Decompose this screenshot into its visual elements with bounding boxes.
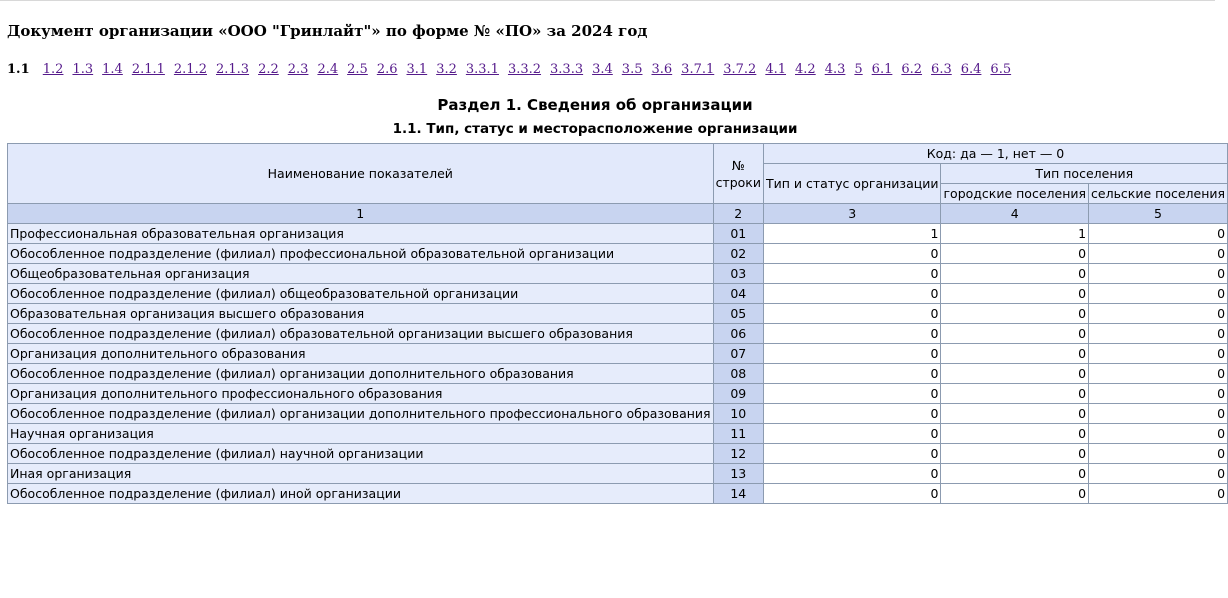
row-line-number: 14 [713,484,763,504]
table-row [8,444,1228,464]
nav-link-3-7-1[interactable]: 3.7.1 [681,62,715,77]
row-label: Обособленное подразделение (филиал) общеобразовательной организации [8,284,714,304]
row-line-number: 07 [713,344,763,364]
row-label: Научная организация [8,424,714,444]
cell-rural: 0 [1089,484,1228,504]
row-label: Иная организация [8,464,714,484]
header-indicator-name: Наименование показателей [8,144,714,204]
nav-link-4-1[interactable]: 4.1 [765,62,787,77]
row-line-number: 06 [713,324,763,344]
cell-rural: 0 [1089,444,1228,464]
cell-urban: 0 [941,404,1089,424]
cell-rural: 0 [1089,364,1228,384]
nav-link-1-4[interactable]: 1.4 [102,62,123,77]
nav-link-4-3[interactable]: 4.3 [824,62,846,77]
header-line-number: № строки [713,144,763,204]
nav-link-2-2[interactable]: 2.2 [258,62,279,77]
nav-link-3-2[interactable]: 3.2 [436,62,457,77]
table-row [8,484,1228,504]
nav-link-2-1-2[interactable]: 2.1.2 [173,62,207,77]
nav-link-3-3-2[interactable]: 3.3.2 [507,62,542,77]
cell-type-status: 0 [763,324,941,344]
table-row [8,324,1228,344]
cell-type-status: 1 [763,224,941,244]
cell-urban: 0 [941,344,1089,364]
row-label: Обособленное подразделение (филиал) организации дополнительного профессионального образования [8,404,714,424]
cell-type-status: 0 [763,244,941,264]
cell-urban: 0 [941,424,1089,444]
row-line-number: 03 [713,264,763,284]
row-line-number: 10 [713,404,763,424]
cell-type-status: 0 [763,384,941,404]
nav-link-4-2[interactable]: 4.2 [795,62,816,77]
data-table [7,143,1228,504]
nav-link-2-5[interactable]: 2.5 [347,62,368,77]
cell-urban: 0 [941,284,1089,304]
header-settlement-type: Тип поселения [941,164,1228,184]
row-label: Обособленное подразделение (филиал) образовательной организации высшего образования [8,324,714,344]
table-row [8,224,1228,244]
nav-link-3-3-1[interactable]: 3.3.1 [465,62,499,77]
cell-type-status: 0 [763,364,941,384]
table-row [8,464,1228,484]
cell-rural: 0 [1089,244,1228,264]
nav-link-6-3[interactable]: 6.3 [931,62,952,77]
column-number-5: 5 [1089,204,1228,224]
row-line-number: 09 [713,384,763,404]
row-line-number: 08 [713,364,763,384]
cell-type-status: 0 [763,424,941,444]
row-line-number: 13 [713,464,763,484]
cell-urban: 0 [941,384,1089,404]
cell-urban: 0 [941,324,1089,344]
cell-rural: 0 [1089,224,1228,244]
nav-link-1-3[interactable]: 1.3 [72,62,94,77]
nav-link-3-5[interactable]: 3.5 [621,62,643,77]
cell-rural: 0 [1089,324,1228,344]
cell-urban: 0 [941,364,1089,384]
nav-link-2-1-1[interactable]: 2.1.1 [131,62,165,77]
cell-type-status: 0 [763,304,941,324]
cell-urban: 0 [941,484,1089,504]
nav-link-3-4[interactable]: 3.4 [592,62,613,77]
cell-type-status: 0 [763,344,941,364]
cell-rural: 0 [1089,464,1228,484]
nav-link-2-1-3[interactable]: 2.1.3 [215,62,250,77]
cell-urban: 0 [941,264,1089,284]
cell-urban: 0 [941,244,1089,264]
cell-urban: 1 [941,224,1089,244]
cell-rural: 0 [1089,424,1228,444]
table-row [8,284,1228,304]
cell-type-status: 0 [763,464,941,484]
header-type-status: Тип и статус организации [763,164,941,204]
cell-rural: 0 [1089,284,1228,304]
cell-urban: 0 [941,304,1089,324]
nav-link-5[interactable]: 5 [854,62,863,77]
header-rural: сельские поселения [1089,184,1228,204]
header-urban: городские поселения [941,184,1089,204]
nav-link-6-1[interactable]: 6.1 [871,62,893,77]
cell-rural: 0 [1089,264,1228,284]
row-line-number: 11 [713,424,763,444]
column-number-3: 3 [763,204,941,224]
nav-link-2-3[interactable]: 2.3 [287,62,309,77]
section-navigation [7,62,1020,77]
row-label: Организация дополнительного профессионального образования [8,384,714,404]
header-code-group: Код: да — 1, нет — 0 [763,144,1227,164]
top-divider [0,0,1215,3]
cell-type-status: 0 [763,264,941,284]
row-label: Образовательная организация высшего образования [8,304,714,324]
row-line-number: 04 [713,284,763,304]
table-row [8,424,1228,444]
row-line-number: 02 [713,244,763,264]
section-title: Раздел 1. Сведения об организации [437,96,753,114]
cell-type-status: 0 [763,284,941,304]
table-row [8,344,1228,364]
cell-rural: 0 [1089,404,1228,424]
cell-rural: 0 [1089,384,1228,404]
row-line-number: 01 [713,224,763,244]
nav-link-6-4[interactable]: 6.4 [960,62,982,77]
nav-link-3-3-3[interactable]: 3.3.3 [550,62,584,77]
table-row [8,384,1228,404]
row-label: Обособленное подразделение (филиал) профессиональной образовательной организации [8,244,714,264]
cell-rural: 0 [1089,344,1228,364]
nav-link-3-1[interactable]: 3.1 [406,62,428,77]
cell-urban: 0 [941,444,1089,464]
column-number-2: 2 [713,204,763,224]
row-label: Обособленное подразделение (филиал) организации дополнительного образования [8,364,714,384]
row-label: Профессиональная образовательная организация [8,224,714,244]
document-title: Документ организации «ООО "Гринлайт"» по форме № «ПО» за 2024 год [7,22,648,40]
cell-urban: 0 [941,464,1089,484]
cell-type-status: 0 [763,484,941,504]
cell-type-status: 0 [763,444,941,464]
table-row [8,244,1228,264]
nav-link-3-7-2[interactable]: 3.7.2 [723,62,757,77]
table-row [8,364,1228,384]
nav-link-1-2[interactable]: 1.2 [42,62,64,77]
table-row [8,264,1228,284]
nav-current-section: 1.1 [7,62,30,77]
subsection-title: 1.1. Тип, статус и месторасположение организации [392,121,798,137]
nav-link-2-4[interactable]: 2.4 [317,62,339,77]
cell-rural: 0 [1089,304,1228,324]
table-row [8,304,1228,324]
row-label: Обособленное подразделение (филиал) иной организации [8,484,714,504]
cell-type-status: 0 [763,404,941,424]
row-line-number: 05 [713,304,763,324]
nav-link-2-6[interactable]: 2.6 [376,62,398,77]
table-row [8,404,1228,424]
row-label: Обособленное подразделение (филиал) научной организации [8,444,714,464]
row-label: Общеобразовательная организация [8,264,714,284]
nav-link-6-5[interactable]: 6.5 [990,62,1012,77]
nav-link-6-2[interactable]: 6.2 [901,62,923,77]
row-line-number: 12 [713,444,763,464]
row-label: Организация дополнительного образования [8,344,714,364]
nav-link-3-6[interactable]: 3.6 [651,62,673,77]
column-number-1: 1 [8,204,714,224]
column-number-4: 4 [941,204,1089,224]
